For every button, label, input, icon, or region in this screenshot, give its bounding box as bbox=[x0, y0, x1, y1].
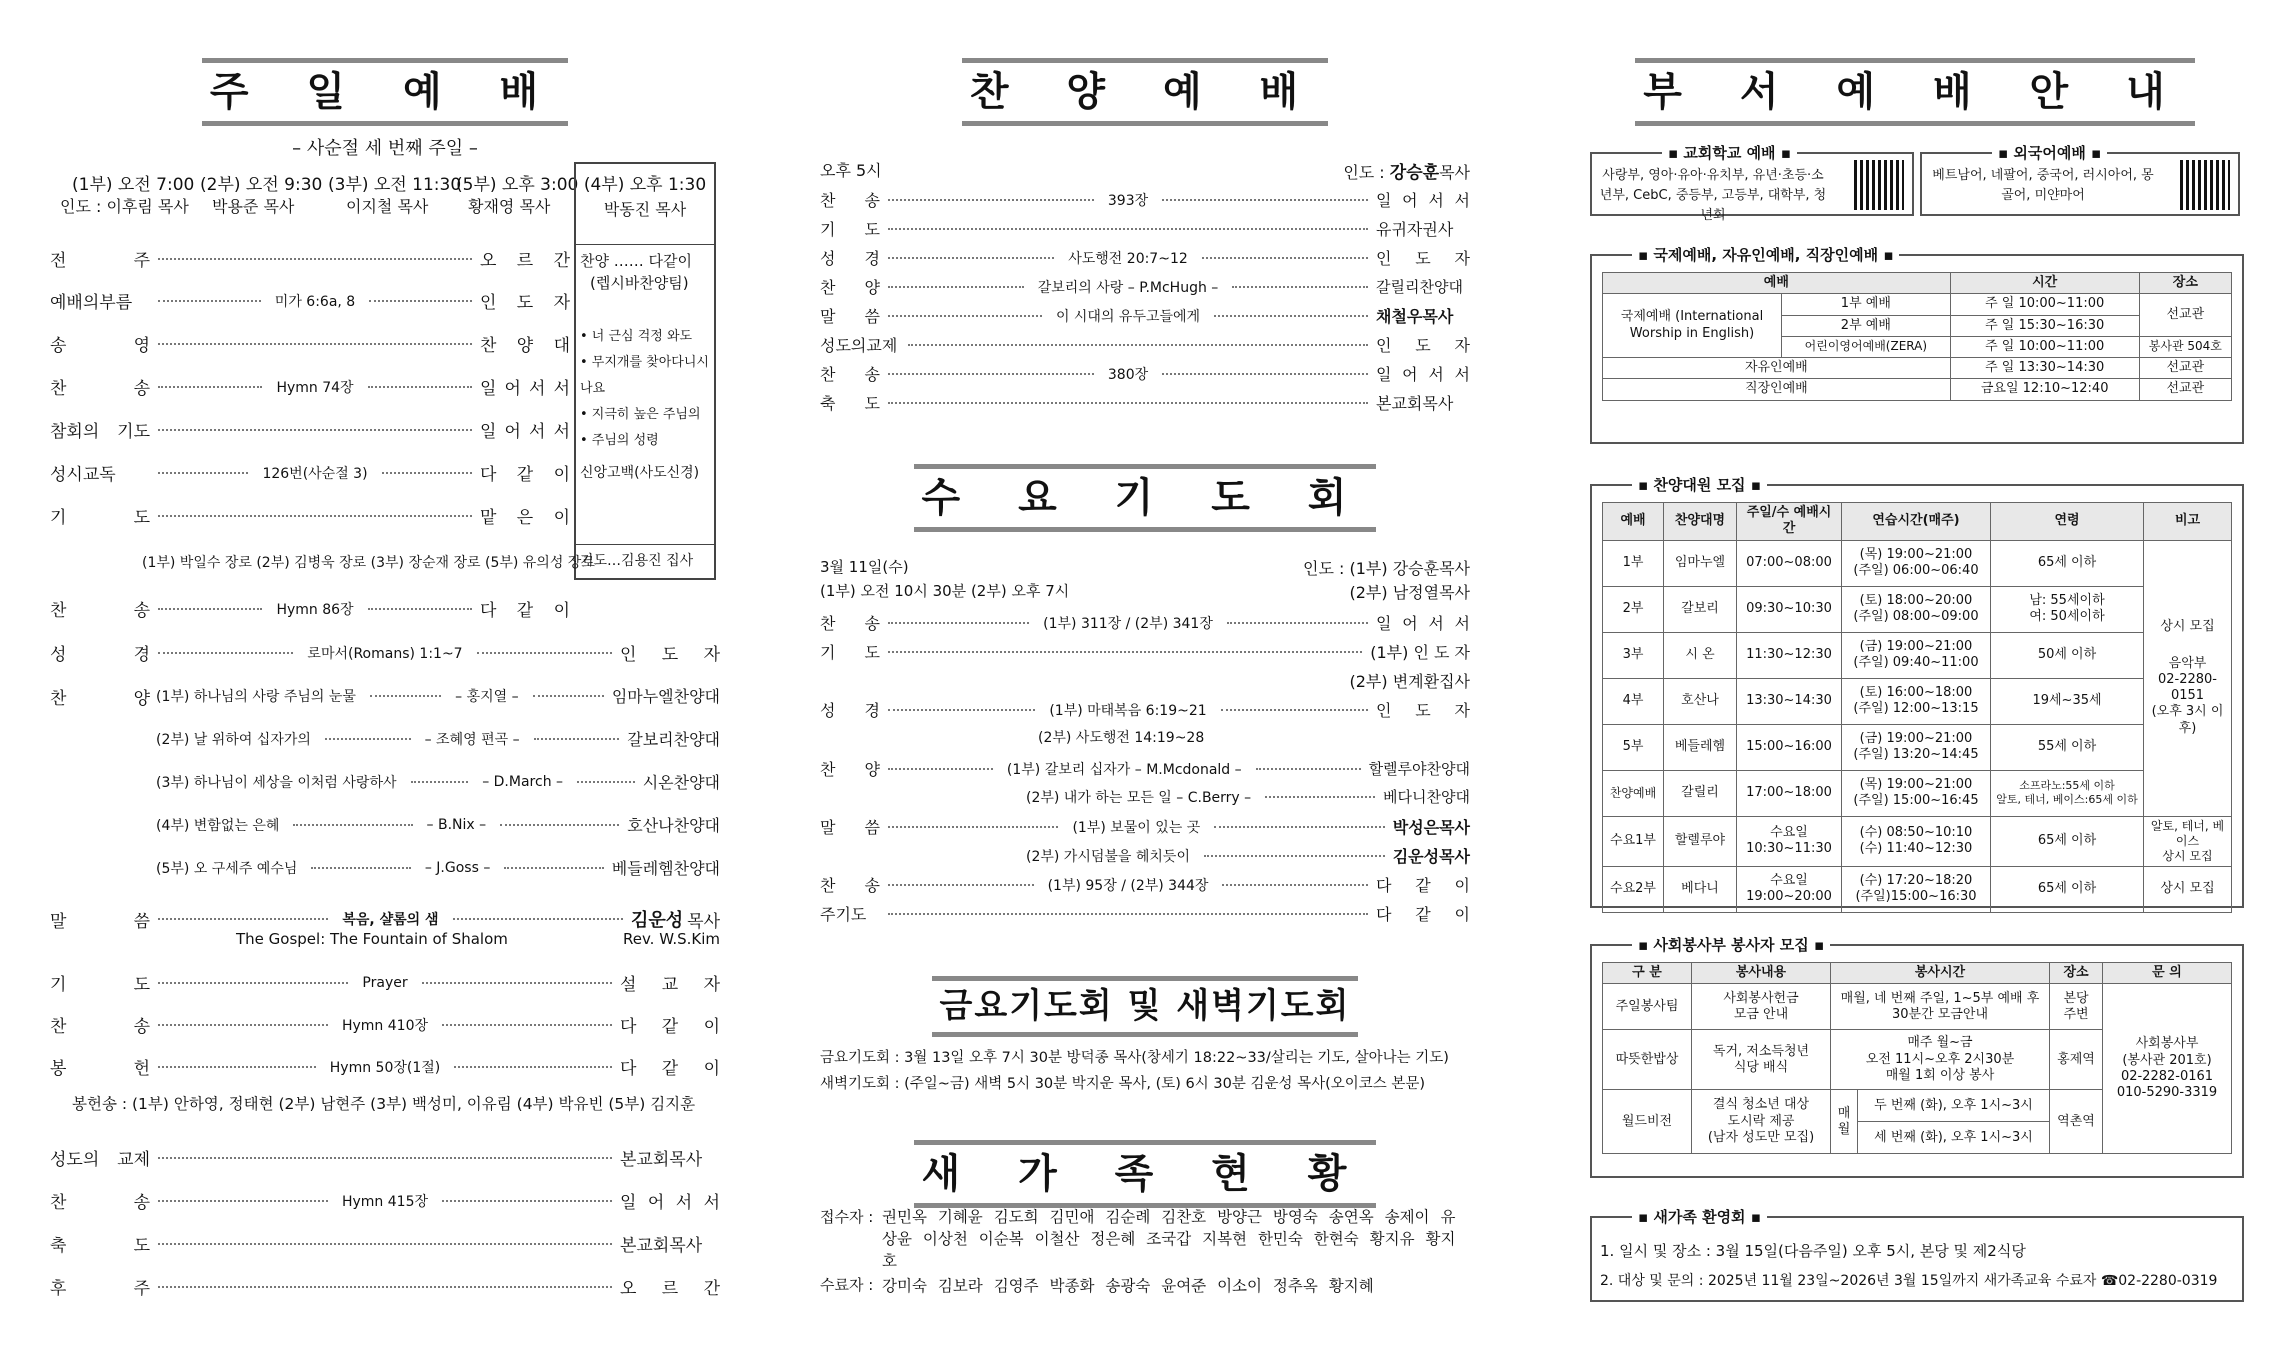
choir-row: (1부) 하나님의 사랑 주님의 눈물 – 홍지열 – 임마누엘찬양대 bbox=[156, 687, 721, 706]
wed-date: 3월 11일(수) bbox=[820, 558, 909, 576]
praise-item: 축 도 본교회목사 bbox=[820, 394, 1454, 413]
preacher: 김운성 bbox=[630, 910, 684, 931]
praise-heading bbox=[820, 58, 1470, 126]
wed-word-2: (2부) 가시덤불을 헤치듯이 김운성목사 bbox=[1026, 847, 1470, 866]
praise-column bbox=[820, 0, 1470, 1346]
choir-row: (5부) 오 구세주 예수님 – J.Goss – 베들레헴찬양대 bbox=[156, 859, 720, 878]
wed-scripture: 성 경 (1부) 마태복음 6:19~21 인 도 자 bbox=[820, 701, 1470, 720]
sunday-subtitle: – 사순절 세 번째 주일 – bbox=[292, 138, 478, 159]
praise-time: 오후 5시 bbox=[820, 161, 882, 180]
department-column bbox=[1590, 0, 2240, 1346]
wed-item: 찬 송 (1부) 95장 / (2부) 344장 다 같 이 bbox=[820, 876, 1470, 895]
fri-prayer: 금요기도회 : 3월 13일 오후 7시 30분 방덕종 목사(창세기 18:22~33/살리는 기도, 살아나는 기도) bbox=[820, 1050, 1449, 1066]
service-1-leader: 인도 : 이후림 목사 bbox=[60, 197, 189, 216]
table-row: 2부 예배 주 일 15:30~16:30 bbox=[1603, 315, 2232, 336]
service-3-time: (3부) 오전 11:30 bbox=[328, 175, 462, 195]
service-3-leader: 이지철 목사 bbox=[346, 197, 429, 216]
wed-praise: 찬 양 (1부) 갈보리 십자가 – M.Mcdonald – 할렐루야찬양대 bbox=[820, 760, 1470, 779]
receivers-list: 권민옥 기혜윤 김도희 김민애 김순례 김찬호 방양근 방영숙 송연옥 송제이 유상윤 이상천 이순복 이철산 정은혜 조국갑 지복현 한민숙 한현숙 황지유 황지호 bbox=[882, 1208, 1456, 1270]
order-item: 성시교독 126번(사순절 3) 다 같 이 bbox=[50, 465, 571, 485]
order-item: 후 주 오 르 간 bbox=[50, 1279, 720, 1299]
volunteer-table: 구 분 봉사내용 봉사시간 장소 문 의 주일봉사팀 사회봉사헌금 모금 안내 매월, 네 번째 주일, 1~5부 예배 후 30분간 모금안내 본당 주변 사회봉사부 (봉사관 201호) 02-2282-0161 010-5290-3319 따뜻한밥상 독거, 저소득청년 식당 배식 매주 월~금 오전 11시~오후 2시30분 매월 1회 이상 봉사 홍제역 월드비전 결식 청소년 대상 도시락 제공 (남자 성도만 모집) 매월 두 번째 (화), 오후 1시~3시 역촌역 세 번째 (화), 오후 1시~3시 bbox=[1602, 962, 2232, 1154]
order-item: 성 경 로마서(Romans) 1:1~7 인 도 자 bbox=[50, 645, 721, 665]
order-item: 찬 송 Hymn 410장 다 같 이 bbox=[50, 1017, 720, 1037]
wed-prayer-title: 수 요 기 도 회 bbox=[914, 464, 1377, 532]
order-item: 축 도 본교회목사 bbox=[50, 1236, 703, 1256]
service-5-time: (5부) 오후 3:00 bbox=[456, 175, 579, 195]
service-4-time: (4부) 오후 1:30 bbox=[583, 175, 707, 195]
service-2-leader: 박용준 목사 bbox=[212, 197, 295, 216]
wed-leader-2: (2부) 남정열목사 bbox=[1349, 583, 1470, 602]
table-row: 어린이영어예배(ZERA) 주 일 10:00~11:00 봉사관 504호 bbox=[1603, 336, 2232, 357]
sermon-title: 복음, 샬롬의 샘 bbox=[342, 912, 439, 928]
order-item: 찬 송 Hymn 86장 다 같 이 bbox=[50, 601, 570, 621]
table-row: 국제예배 (International Worship in English) 1부 예배 주 일 10:00~11:00 선교관 bbox=[1603, 294, 2232, 315]
praise-item: 기 도 유귀자권사 bbox=[820, 220, 1454, 239]
wed-item: 기 도 (1부) 인 도 자 bbox=[820, 643, 1470, 662]
service-4-songs bbox=[580, 324, 714, 454]
service-4-prayer: 기도…김용진 집사 bbox=[580, 553, 694, 569]
newfamily-line-1: 1. 일시 및 장소 : 3월 15일(다음주일) 오후 5시, 본당 및 제2식당 bbox=[1600, 1242, 2026, 1260]
department-title: 부 서 예 배 안 내 bbox=[1635, 58, 2194, 126]
choir-row: (3부) 하나님이 세상을 이처럼 사랑하사 – D.March – 시온찬양대 bbox=[156, 773, 720, 792]
wed-word: 말 씀 (1부) 보물이 있는 곳 박성은목사 bbox=[820, 818, 1471, 837]
order-item: 예배의부름 미가 6:6a, 8 인 도 자 bbox=[50, 293, 571, 313]
song-item: • 주님의 성령 bbox=[580, 433, 659, 448]
fri-heading bbox=[820, 976, 1470, 1037]
newfamily-title: 새 가 족 현 황 bbox=[914, 1140, 1377, 1208]
qr-code-icon[interactable] bbox=[1854, 160, 1904, 210]
praise-item: 말 씀 이 시대의 유두고들에게 채철우목사 bbox=[820, 307, 1454, 326]
graduates-list: 강미숙 김보라 김영주 박종화 송광숙 윤여준 이소이 정추옥 황지혜 bbox=[882, 1277, 1374, 1295]
volunteer-section: ▪ 사회봉사부 봉사자 모집 ▪ 구 분 봉사내용 봉사시간 장소 문 의 주일봉사팀 사회봉사헌금 모금 안내 매월, 네 번째 주일, 1~5부 예배 후 30분간 모금안내 본당 주변 사회봉사부 (봉사관 201호) 02-2282-0161 010-5290-3319 따뜻한밥상 독거, 저소득청년 식당 배식 매주 월~금 오전 11시~오후 2시30분 매월 1회 이상 봉사 홍제역 월드비전 결식 청소년 대상 도시락 제공 (남자 성도만 모집) 매월 두 번째 (화), 오후 1시~3시 역촌역 세 번째 (화), 오후 1시~3시 bbox=[1590, 944, 2244, 1178]
table-row: 주일봉사팀 사회봉사헌금 모금 안내 매월, 네 번째 주일, 1~5부 예배 후 30분간 모금안내 본당 주변 사회봉사부 (봉사관 201호) 02-2282-0161 010-5290-3319 bbox=[1603, 984, 2232, 1030]
wed-scripture-2: (2부) 사도행전 14:19~28 bbox=[1038, 730, 1205, 746]
table-row: 찬양예배 갈릴리 17:00~18:00 (목) 19:00~21:00 (주일) 15:00~16:45 소프라노:55세 이하 알토, 테너, 베이스:65세 이하 bbox=[1603, 770, 2232, 816]
wed-prayer-2: (2부) 변계환집사 bbox=[1349, 672, 1470, 691]
praise-item: 찬 송 393장 일 어 서 서 bbox=[820, 191, 1470, 210]
prayer-note: (1부) 박일수 장로 (2부) 김병욱 장로 (3부) 장순재 장로 (5부) 유의성 장로 bbox=[142, 555, 595, 571]
wed-item: 주기도 다 같 이 bbox=[820, 905, 1470, 924]
sermon-row: 말 씀 복음, 샬롬의 샘 김운성 목사 bbox=[50, 906, 720, 932]
table-row: 2부 갈보리 09:30~10:30 (토) 18:00~20:00 (주일) 08:00~09:00 남: 55세이하 여: 50세이하 bbox=[1603, 586, 2232, 632]
praise-item: 찬 송 380장 일 어 서 서 bbox=[820, 365, 1470, 384]
table-row: 1부 임마누엘 07:00~08:00 (목) 19:00~21:00 (주일) 06:00~06:40 65세 이하 상시 모집 음악부 02-2280-0151 (오후 3시 이후) bbox=[1603, 540, 2232, 586]
song-item: • 지극히 높은 주님의 bbox=[580, 407, 701, 422]
sunday-worship-column bbox=[50, 0, 720, 1346]
table-row: 4부 호산나 13:30~14:30 (토) 16:00~18:00 (주일) 12:00~13:15 19세~35세 bbox=[1603, 678, 2232, 724]
praise-item: 성 경 사도행전 20:7~12 인 도 자 bbox=[820, 249, 1470, 268]
intl-table: 예배 시간 장소 국제예배 (International Worship in English) 1부 예배 주 일 10:00~11:00 선교관 2부 예배 주 일 15:30~16:30 어린이영어예배(ZERA) 주 일 10:00~11:00 봉사관 504호 자유인예배 주 일 13:30~14:30 선교관 직장인예배 금요일 12:10~12:40 선교관 bbox=[1602, 272, 2232, 401]
table-row: 따뜻한밥상 독거, 저소득청년 식당 배식 매주 월~금 오전 11시~오후 2시30분 매월 1회 이상 봉사 홍제역 bbox=[1603, 1030, 2232, 1090]
table-row: 3부 시 온 11:30~12:30 (금) 19:00~21:00 (주일) 09:40~11:00 50세 이하 bbox=[1603, 632, 2232, 678]
service-4-praise-team: (렙시바찬양팀) bbox=[590, 274, 689, 292]
wed-time: (1부) 오전 10시 30분 (2부) 오후 7시 bbox=[820, 582, 1070, 600]
order-item: 찬 송 Hymn 415장 일 어 서 서 bbox=[50, 1193, 720, 1213]
wed-leader-1: 인도 : (1부) 강승훈목사 bbox=[1303, 559, 1470, 578]
praise-worship-title: 찬 양 예 배 bbox=[962, 58, 1328, 126]
dawn-prayer: 새벽기도회 : (주일~금) 새벽 5시 30분 박지운 목사, (토) 6시 30분 김운성 목사(오이코스 본문) bbox=[820, 1076, 1426, 1092]
preacher-en: Rev. W.S.Kim bbox=[622, 930, 720, 948]
service-4-leader: 박동진 목사 bbox=[603, 200, 687, 219]
table-row: 세 번째 (화), 오후 1시~3시 bbox=[1603, 1122, 2232, 1154]
order-item: 전 주 오 르 간 bbox=[50, 251, 570, 271]
song-item: • 너 근심 걱정 와도 bbox=[580, 329, 693, 344]
school-foreign-section bbox=[1590, 144, 2240, 223]
song-item: • 무지개를 찾아다니시나요 bbox=[580, 355, 709, 396]
sunday-worship-heading bbox=[50, 58, 720, 126]
order-item: 성도의 교제 본교회목사 bbox=[50, 1150, 703, 1170]
service-5-leader: 황재영 목사 bbox=[468, 197, 551, 216]
service-1-time: (1부) 오전 7:00 bbox=[72, 175, 195, 195]
praise-leader: 인도 : 강승훈목사 bbox=[1343, 163, 1470, 183]
wed-heading bbox=[820, 464, 1470, 532]
order-item: 봉 헌 Hymn 50장(1절) 다 같 이 bbox=[50, 1059, 720, 1079]
school-box: ▪ 교회학교 예배 ▪ 사랑부, 영아·유아·유치부, 유년·초등·소년부, CebC, 중등부, 고등부, 대학부, 청년회 bbox=[1590, 152, 1914, 216]
table-row: 자유인예배 주 일 13:30~14:30 선교관 bbox=[1603, 358, 2232, 379]
wed-praise-2: (2부) 내가 하는 모든 일 – C.Berry – 베다니찬양대 bbox=[1026, 788, 1470, 806]
order-item: 참회의 기도 일 어 서 서 bbox=[50, 422, 570, 442]
graduates-label: 수료자 : bbox=[820, 1276, 874, 1294]
newfamily-line-2: 2. 대상 및 문의 : 2025년 11월 23일~2026년 3월 15일까지 새가족교육 수료자 ☎02-2280-0319 bbox=[1600, 1273, 2218, 1289]
table-row: 수요2부 베다니 수요일 19:00~20:00 (수) 17:20~18:20 (주일)15:00~16:30 65세 이하 상시 모집 bbox=[1603, 866, 2232, 912]
receivers-label: 접수자 : bbox=[820, 1208, 874, 1226]
table-row: 직장인예배 금요일 12:10~12:40 선교관 bbox=[1603, 379, 2232, 400]
choir-label: 찬 양 bbox=[50, 689, 150, 709]
table-row: 월드비전 결식 청소년 대상 도시락 제공 (남자 성도만 모집) 매월 두 번째 (화), 오후 1시~3시 역촌역 bbox=[1603, 1090, 2232, 1122]
intl-section: ▪ 국제예배, 자유인예배, 직장인예배 ▪ 예배 시간 장소 국제예배 (International Worship in English) 1부 예배 주 일 10:00~11:00 선교관 2부 예배 주 일 15:30~16:30 어린이영어예배(ZERA) 주 일 10:00~11:00 봉사관 504호 자유인예배 주 일 13:30~14:30 선교관 직장인예배 금요일 12:10~12:40 선교관 bbox=[1590, 254, 2244, 444]
qr-code-icon[interactable] bbox=[2180, 160, 2230, 210]
choir-recruit-section: ▪ 찬양대원 모집 ▪ 예배 찬양대명 주일/수 예배시간 연습시간(매주) 연령 비고 1부 임마누엘 07:00~08:00 (목) 19:00~21:00 (주일) 06:00~06:40 65세 이하 상시 모집 음악부 02-2280-0151 (오후 3시 이후) 2부 갈보리 09:30~10:30 (토) 18:00~20:00 (주일) 08:00~09:00 남: 55세이하 여: 50세이하 3부 시 온 11:30~12:30 (금) 19:00~21:00 (주일) 09:40~11:00 50세 이하 4부 호산나 13:30~14:30 (토) 16:00~18:00 (주일) 12:00~13:15 19세~35세 5부 베들레헴 15:00~16:00 (금) 19:00~21:00 (주일) 13:20~14:45 55세 이하 찬양예배 갈릴리 17:00~18:00 (목) 19:00~21:00 (주일) 15:00~16:45 소프라노:55세 이하 알토, 테너, 베이스:65세 이하 수요1부 할렐루야 수요일 10:30~11:30 (수) 08:50~10:10 (수) 11:40~12:30 65세 이하 알토, 테너, 베이스 상시 모집 수요2부 베다니 수요일 19:00~20:00 (수) 17:20~18:20 (주일)15:00~16:30 65세 이하 상시 모집 bbox=[1590, 484, 2244, 908]
fri-dawn-title: 금요기도회 및 새벽기도회 bbox=[932, 976, 1359, 1037]
newfamily-heading bbox=[820, 1140, 1470, 1208]
service-2-time: (2부) 오전 9:30 bbox=[200, 175, 323, 195]
praise-item: 성도의교제 인 도 자 bbox=[820, 336, 1470, 355]
order-item: 송 영 찬 양 대 bbox=[50, 336, 570, 356]
department-heading bbox=[1590, 58, 2240, 126]
choir-row: (2부) 날 위하여 십자가의 – 조혜영 편곡 – 갈보리찬양대 bbox=[156, 730, 721, 749]
order-item: 찬 송 Hymn 74장 일 어 서 서 bbox=[50, 379, 570, 399]
newfamily-welcome-section: ▪ 새가족 환영회 ▪ 1. 일시 및 장소 : 3월 15일(다음주일) 오후 5시, 본당 및 제2식당 2. 대상 및 문의 : 2025년 11월 23일~2026년 3월 15일까지 새가족교육 수료자 ☎02-2280-0319 bbox=[1590, 1216, 2244, 1302]
table-row: 5부 베들레헴 15:00~16:00 (금) 19:00~21:00 (주일) 13:20~14:45 55세 이하 bbox=[1603, 724, 2232, 770]
service-4-creed: 신앙고백(사도신경) bbox=[580, 465, 700, 481]
wed-item: 찬 송 (1부) 311장 / (2부) 341장 일 어 서 서 bbox=[820, 614, 1471, 633]
order-item: 기 도 맡 은 이 bbox=[50, 508, 570, 528]
praise-item: 찬 양 갈보리의 사랑 – P.McHugh – 갈릴리찬양대 bbox=[820, 278, 1463, 297]
sermon-title-en: The Gospel: The Fountain of Shalom bbox=[236, 930, 508, 948]
service-4-praise: 찬양 …… 다같이 bbox=[580, 252, 692, 270]
choir-row: (4부) 변함없는 은혜 – B.Nix – 호산나찬양대 bbox=[156, 816, 721, 835]
choir-table: 예배 찬양대명 주일/수 예배시간 연습시간(매주) 연령 비고 1부 임마누엘 07:00~08:00 (목) 19:00~21:00 (주일) 06:00~06:40 65세 이하 상시 모집 음악부 02-2280-0151 (오후 3시 이후) 2부 갈보리 09:30~10:30 (토) 18:00~20:00 (주일) 08:00~09:00 남: 55세이하 여: 50세이하 3부 시 온 11:30~12:30 (금) 19:00~21:00 (주일) 09:40~11:00 50세 이하 4부 호산나 13:30~14:30 (토) 16:00~18:00 (주일) 12:00~13:15 19세~35세 5부 베들레헴 15:00~16:00 (금) 19:00~21:00 (주일) 13:20~14:45 55세 이하 찬양예배 갈릴리 17:00~18:00 (목) 19:00~21:00 (주일) 15:00~16:45 소프라노:55세 이하 알토, 테너, 베이스:65세 이하 수요1부 할렐루야 수요일 10:30~11:30 (수) 08:50~10:10 (수) 11:40~12:30 65세 이하 알토, 테너, 베이스 상시 모집 수요2부 베다니 수요일 19:00~20:00 (수) 17:20~18:20 (주일)15:00~16:30 65세 이하 상시 모집 bbox=[1602, 502, 2232, 913]
offering-note: 봉헌송 : (1부) 안하영, 정태현 (2부) 남현주 (3부) 백성미, 이유림 (4부) 박유빈 (5부) 김지훈 bbox=[72, 1095, 696, 1113]
table-row: 수요1부 할렐루야 수요일 10:30~11:30 (수) 08:50~10:10 (수) 11:40~12:30 65세 이하 알토, 테너, 베이스 상시 모집 bbox=[1603, 816, 2232, 866]
sunday-worship-title: 주 일 예 배 bbox=[202, 58, 568, 126]
service-4-box bbox=[574, 162, 716, 580]
foreign-box: ▪ 외국어예배 ▪ 베트남어, 네팔어, 중국어, 러시아어, 몽골어, 미얀마어 bbox=[1920, 152, 2240, 216]
order-item: 기 도 Prayer 설 교 자 bbox=[50, 974, 720, 995]
